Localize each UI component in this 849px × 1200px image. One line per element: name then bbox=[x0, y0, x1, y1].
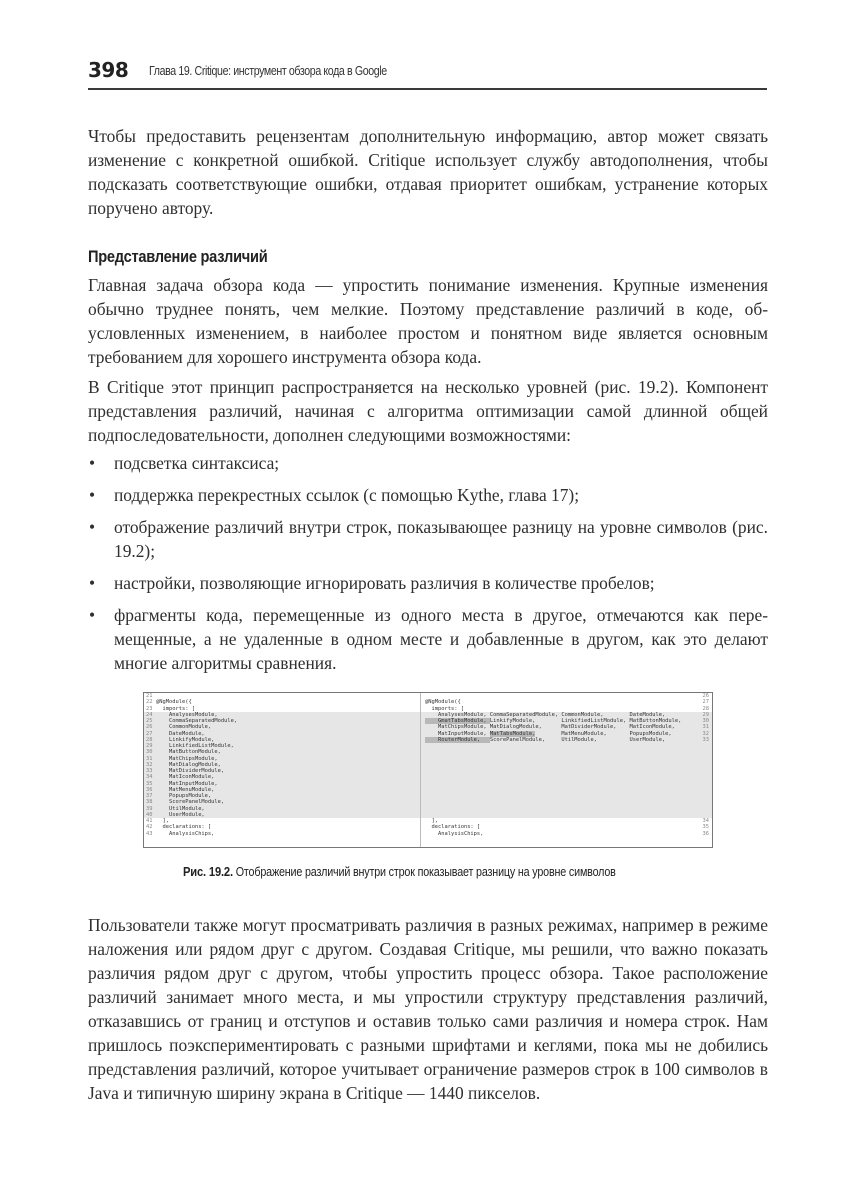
line-number: 22 bbox=[146, 699, 153, 706]
code-text: UtilModule, bbox=[561, 736, 630, 743]
line-number: 36 bbox=[146, 786, 153, 793]
line-number: 30 bbox=[702, 718, 709, 724]
list-item bbox=[88, 571, 768, 595]
line-number: 30 bbox=[146, 749, 153, 756]
code-line bbox=[421, 831, 712, 837]
line-number: 28 bbox=[702, 705, 709, 712]
line-number: 31 bbox=[146, 755, 153, 762]
code-text: UserModule, bbox=[629, 736, 666, 743]
code-text: DateModule, bbox=[629, 711, 666, 718]
line-number: 31 bbox=[702, 724, 709, 731]
line-number: 26 bbox=[702, 693, 709, 699]
paragraph-4: Пользователи также могут просматривать различия в разных режимах, например в режиме наложения или рядом друг с другом. Создавая Critique, мы решили, что важно показать различия рядом друг с другом, чтобы упростить процесс обзора. Такое расположение различий занимает много места, и мы упростили структуру представления различий, отказавшись от границ и отступов и оставив только сами различия и номера строк. Нам пришлось поэкспериментировать с разными шрифтами и кеглями, пока мы не добились представления различий, которое учитывает ограничение размеров строк в 100 символов в Java и типичную ширину экрана в Critique — 1440 пикселов. bbox=[88, 915, 768, 1103]
bullet-icon: • bbox=[89, 573, 96, 593]
code-line bbox=[144, 831, 420, 837]
bullet-icon: • bbox=[89, 517, 96, 537]
bullet-icon: • bbox=[89, 485, 96, 505]
section-heading: Представление различий bbox=[88, 247, 268, 266]
code-text: PopupsModule, bbox=[629, 730, 672, 737]
code-text: MatButtonModule, bbox=[156, 749, 221, 756]
code-text: declarations: [ bbox=[425, 824, 481, 831]
feature-list bbox=[88, 451, 768, 683]
code-text: MatInputModule, bbox=[425, 730, 490, 737]
code-text: MatDividerModule, bbox=[561, 724, 630, 731]
line-number: 28 bbox=[146, 736, 153, 743]
line-number: 34 bbox=[146, 774, 153, 781]
code-text: MatMenuModule, bbox=[156, 786, 215, 793]
inline-diff-highlight: RouterModule, bbox=[425, 736, 490, 743]
line-number: 26 bbox=[146, 724, 153, 731]
code-text: LinkifyModule, bbox=[156, 736, 215, 743]
code-text: ], bbox=[156, 818, 169, 824]
list-item-text: отображение различий внутри строк, показывающее разницу на уровне символов (рис. 19.2); bbox=[114, 517, 768, 561]
code-text: DateModule, bbox=[156, 730, 205, 737]
code-text: MatIconModule, bbox=[629, 724, 675, 731]
code-text: AnalysisChips, bbox=[156, 830, 215, 837]
code-text: CommaSeparatedModule, bbox=[489, 711, 562, 718]
code-text: MatChipsModule, bbox=[156, 755, 218, 762]
code-text: LinkifiedListModule, bbox=[561, 718, 630, 724]
list-item bbox=[88, 483, 768, 507]
code-text: @NgModule({ bbox=[156, 699, 192, 706]
paragraph-1: Чтобы предоставить рецензентам дополнительную информацию, автор может связать изменение с конкретной ошибкой. Critique использует службу автодополнения, чтобы подсказать соответствующие ошибки, отдавая приоритет ошибкам, устранение которых поручено автору. bbox=[88, 126, 768, 218]
code-text: MatButtonModule, bbox=[629, 718, 682, 724]
code-text: MatDialogModule, bbox=[156, 761, 221, 768]
code-text: MatDividerModule, bbox=[156, 768, 225, 774]
code-text: CommonModule, bbox=[156, 724, 212, 731]
code-text: LinkifyModule, bbox=[489, 718, 562, 724]
line-number: 37 bbox=[146, 793, 153, 799]
line-number: 21 bbox=[146, 693, 153, 699]
list-item bbox=[88, 603, 768, 675]
list-item bbox=[88, 451, 768, 475]
code-text: PopupsModule, bbox=[156, 793, 212, 799]
code-text: MatInputModule, bbox=[156, 780, 218, 787]
code-text: UserModule, bbox=[156, 811, 205, 818]
code-text: UtilModule, bbox=[156, 805, 205, 812]
code-text: MatChipsModule, bbox=[425, 724, 490, 731]
line-number: 35 bbox=[702, 824, 709, 831]
running-head: Глава 19. Critique: инструмент обзора кода в Google bbox=[149, 64, 387, 78]
line-number: 29 bbox=[702, 711, 709, 718]
page-number: 398 bbox=[88, 58, 129, 82]
paragraph-2: Главная задача обзора кода — упростить понимание изменения. Крупные изменения обычно труднее понять, чем мелкие. Поэтому представление различий в коде, обусловленных изменением, в наиболее простом и понятном виде является основным требованием для хорошего инструмента обзора кода. bbox=[88, 275, 768, 367]
line-number: 25 bbox=[146, 718, 153, 724]
code-text: declarations: [ bbox=[156, 824, 212, 831]
line-number: 27 bbox=[146, 730, 153, 737]
bullet-icon: • bbox=[89, 453, 96, 473]
code-text: AnalysesModule, bbox=[425, 711, 490, 718]
line-number: 40 bbox=[146, 811, 153, 818]
code-text: CommonModule, bbox=[561, 711, 630, 718]
line-number: 35 bbox=[146, 780, 153, 787]
line-number: 42 bbox=[146, 824, 153, 831]
line-number: 33 bbox=[702, 736, 709, 743]
list-item-text: настройки, позволяющие игнорировать различия в количестве пробелов; bbox=[114, 573, 655, 593]
code-text: imports: [ bbox=[425, 705, 464, 712]
code-text: ], bbox=[425, 818, 438, 824]
list-item bbox=[88, 515, 768, 563]
inline-diff-highlight: GmatTabsModule, bbox=[425, 718, 490, 724]
bullet-icon: • bbox=[89, 605, 96, 625]
paragraph-3: В Critique этот принцип распространяется на несколько уровней (рис. 19.2). Компонент представления различий, начиная с алгоритма оптимизации самой длинной общей подпоследовательности, дополнен следующими возможностями: bbox=[88, 377, 768, 445]
line-number: 36 bbox=[702, 830, 709, 837]
line-number: 32 bbox=[146, 761, 153, 768]
page-header bbox=[88, 58, 767, 90]
diff-screenshot-figure bbox=[143, 692, 713, 848]
figure-caption bbox=[183, 864, 616, 879]
inline-diff-highlight: MatTabsModule, bbox=[489, 730, 536, 737]
list-item-text: фрагменты кода, перемещенные из одного места в другое, отмечаются как перемещенные, а не удаленные в одном месте и добавленные в другом, как это делают многие алгоритмы сравнения. bbox=[114, 605, 768, 673]
code-text: imports: [ bbox=[156, 705, 195, 712]
list-item-text: поддержка перекрестных ссылок (с помощью Kythe, глава 17); bbox=[114, 485, 580, 505]
line-number: 24 bbox=[146, 711, 153, 718]
code-text: MatMenuModule, bbox=[535, 730, 630, 737]
caption-text: Отображение различий внутри строк показывает разницу на уровне символов bbox=[232, 865, 616, 879]
line-number: 32 bbox=[702, 730, 709, 737]
line-number: 29 bbox=[146, 743, 153, 749]
code-text: MatDialogModule, bbox=[489, 724, 562, 731]
code-text: MatIconModule, bbox=[156, 774, 215, 781]
line-number: 43 bbox=[146, 830, 153, 837]
line-number: 23 bbox=[146, 705, 153, 712]
caption-label: Рис. 19.2. bbox=[183, 864, 233, 879]
code-text: AnalysisChips, bbox=[425, 830, 484, 837]
list-item-text: подсветка синтаксиса; bbox=[114, 453, 280, 473]
line-number: 34 bbox=[702, 818, 709, 824]
diff-right-panel bbox=[421, 693, 712, 847]
line-number: 33 bbox=[146, 768, 153, 774]
line-number: 27 bbox=[702, 699, 709, 706]
line-number: 39 bbox=[146, 805, 153, 812]
code-text: @NgModule({ bbox=[425, 699, 461, 706]
line-number: 41 bbox=[146, 818, 153, 824]
code-text: ScorePanelModule, bbox=[489, 736, 562, 743]
code-text: LinkifiedListModule, bbox=[156, 743, 234, 749]
code-text: AnalysesModule, bbox=[156, 711, 218, 718]
diff-left-panel bbox=[144, 693, 421, 847]
code-text: CommaSeparatedModule, bbox=[156, 718, 238, 724]
code-text: ScorePanelModule, bbox=[156, 799, 225, 806]
line-number: 38 bbox=[146, 799, 153, 806]
